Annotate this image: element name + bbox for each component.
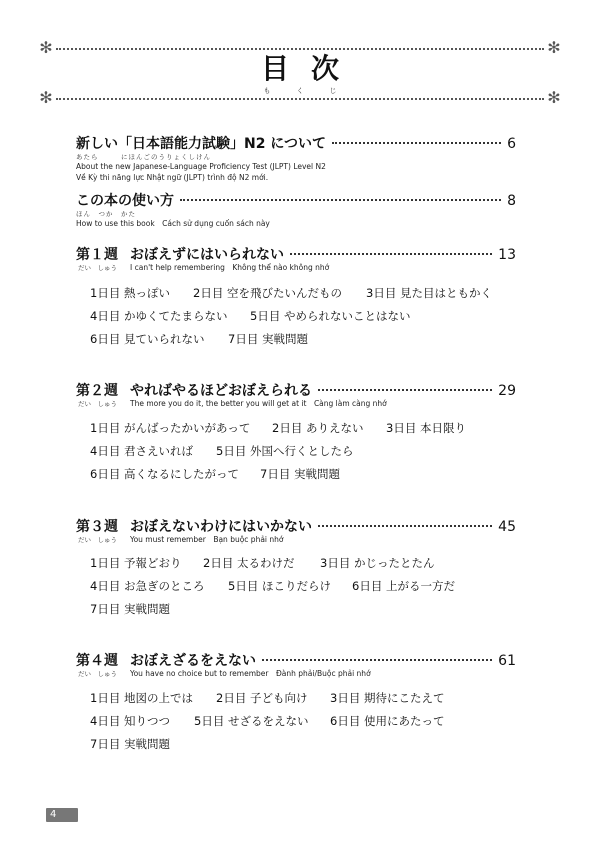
day-item[interactable] xyxy=(90,308,227,324)
day-title: 空を飛びたいんだもの xyxy=(226,286,342,300)
leader-dots xyxy=(180,199,501,201)
week-1-block[interactable] xyxy=(76,244,516,272)
toc-entry-vietnamese: Về Kỳ thi năng lực Nhật ngữ (JLPT) trình độ N2 mới. xyxy=(76,173,269,182)
week-title: おぼえざるをえない xyxy=(130,653,256,669)
toc-entry-ruby: ほん つか かた xyxy=(76,210,136,218)
day-title: 実戦問題 xyxy=(293,467,340,481)
day-title: かゆくてたまらない xyxy=(123,309,228,323)
week-subtitle: You must remember Bạn buộc phải nhớ xyxy=(130,535,284,544)
day-item[interactable] xyxy=(260,466,340,482)
day-label: 2日目 xyxy=(272,421,303,435)
week-label: 第２週 xyxy=(76,383,118,399)
day-label: 6日目 xyxy=(352,579,383,593)
day-item[interactable] xyxy=(228,331,308,347)
toc-entry-page: 8 xyxy=(507,193,516,209)
day-title: 高くなるにしたがって xyxy=(123,467,239,481)
day-label: 1日目 xyxy=(90,421,121,435)
day-label: 5日目 xyxy=(216,444,247,458)
toc-entry-label: 新しい「日本語能力試験」N2 について xyxy=(76,136,327,152)
asterisk-icon: ✻ xyxy=(39,38,53,57)
day-label: 4日目 xyxy=(90,714,121,728)
day-title: 予報どおり xyxy=(123,556,182,570)
asterisk-icon: ✻ xyxy=(39,88,53,107)
day-label: 7日目 xyxy=(260,467,291,481)
day-title: 期待にこたえて xyxy=(363,691,445,705)
week-page: 61 xyxy=(498,653,516,669)
day-label: 3日目 xyxy=(386,421,417,435)
week-ruby: だい しゅう xyxy=(78,264,117,272)
day-item[interactable] xyxy=(90,713,170,729)
day-item[interactable] xyxy=(366,285,492,301)
week-subtitle: I can't help remembering Không thể nào không nhớ xyxy=(130,263,330,272)
day-item[interactable] xyxy=(90,578,204,594)
day-title: 子ども向け xyxy=(249,691,308,705)
day-title: 実戦問題 xyxy=(123,602,170,616)
title-band xyxy=(38,38,562,108)
week-title: やればやるほどおぼえられる xyxy=(130,383,312,399)
day-item[interactable] xyxy=(320,555,434,571)
toc-entry-jlpt[interactable] xyxy=(76,133,516,183)
day-title: かじったとたん xyxy=(353,556,435,570)
day-label: 3日目 xyxy=(330,691,361,705)
leader-dots xyxy=(290,253,492,255)
week-4-block[interactable] xyxy=(76,650,516,678)
day-label: 7日目 xyxy=(90,737,121,751)
leader-dots xyxy=(318,525,492,527)
day-item[interactable] xyxy=(193,285,342,301)
day-item[interactable] xyxy=(90,466,239,482)
day-label: 7日目 xyxy=(228,332,259,346)
day-label: 6日目 xyxy=(90,467,121,481)
day-label: 4日目 xyxy=(90,309,121,323)
day-item[interactable] xyxy=(250,308,410,324)
week-title: おぼえないわけにはいかない xyxy=(130,519,312,535)
day-title: ほこりだらけ xyxy=(261,579,331,593)
day-label: 2日目 xyxy=(216,691,247,705)
day-title: 実戦問題 xyxy=(123,737,170,751)
toc-entry-english: About the new Japanese-Language Proficiency Test (JLPT) Level N2 xyxy=(76,162,326,171)
page-number: 4 xyxy=(46,808,78,822)
week-label: 第１週 xyxy=(76,247,118,263)
toc-entry-ruby: あたら にほんごのうりょくしけん xyxy=(76,153,211,161)
week-page: 29 xyxy=(498,383,516,399)
day-item[interactable] xyxy=(330,690,444,706)
day-label: 3日目 xyxy=(320,556,351,570)
day-label: 1日目 xyxy=(90,286,121,300)
toc-entry-english: How to use this book Cách sử dụng cuốn sách này xyxy=(76,219,270,228)
asterisk-icon: ✻ xyxy=(547,38,561,57)
week-label: 第４週 xyxy=(76,653,118,669)
day-item[interactable] xyxy=(203,555,294,571)
leader-dots xyxy=(262,659,492,661)
day-label: 1日目 xyxy=(90,556,121,570)
week-subtitle: You have no choice but to remember Đành phải/Buộc phải nhớ xyxy=(130,669,371,678)
week-ruby: だい しゅう xyxy=(78,536,117,544)
day-label: 6日目 xyxy=(90,332,121,346)
day-title: 本日限り xyxy=(419,421,466,435)
day-item[interactable] xyxy=(90,420,250,436)
day-item[interactable] xyxy=(386,420,466,436)
day-title: 見た目はともかく xyxy=(399,286,492,300)
day-title: 太るわけだ xyxy=(236,556,295,570)
day-item[interactable] xyxy=(90,690,193,706)
toc-entry-page: 6 xyxy=(507,136,516,152)
day-title: 知りつつ xyxy=(123,714,170,728)
day-item[interactable] xyxy=(90,555,181,571)
day-item[interactable] xyxy=(330,713,444,729)
day-title: 実戦問題 xyxy=(261,332,308,346)
week-ruby: だい しゅう xyxy=(78,400,117,408)
day-label: 3日目 xyxy=(366,286,397,300)
day-item[interactable] xyxy=(194,713,308,729)
day-title: 使用にあたって xyxy=(363,714,445,728)
day-title: 上がる一方だ xyxy=(385,579,455,593)
day-label: 4日目 xyxy=(90,579,121,593)
week-2-block[interactable] xyxy=(76,380,516,408)
week-3-block[interactable] xyxy=(76,516,516,544)
leader-dots xyxy=(332,142,501,144)
week-title: おぼえずにはいられない xyxy=(130,247,284,263)
week-label: 第３週 xyxy=(76,519,118,535)
decorative-rule xyxy=(56,98,544,100)
day-label: 5日目 xyxy=(228,579,259,593)
page-title-ruby: もくじ xyxy=(263,87,363,95)
day-title: お急ぎのところ xyxy=(123,579,205,593)
day-item[interactable] xyxy=(90,285,170,301)
decorative-rule xyxy=(56,48,544,50)
day-item[interactable] xyxy=(228,578,331,594)
week-page: 13 xyxy=(498,247,516,263)
week-ruby: だい しゅう xyxy=(78,670,117,678)
week-subtitle: The more you do it, the better you will get at it Càng làm càng nhớ xyxy=(130,399,387,408)
day-title: 見ていられない xyxy=(123,332,205,346)
day-item[interactable] xyxy=(90,443,193,459)
day-title: 熱っぽい xyxy=(123,286,170,300)
toc-entry-label: この本の使い方 xyxy=(76,193,174,209)
day-label: 6日目 xyxy=(330,714,361,728)
day-label: 1日目 xyxy=(90,691,121,705)
day-title: せざるをえない xyxy=(227,714,309,728)
week-page: 45 xyxy=(498,519,516,535)
day-item[interactable] xyxy=(272,420,363,436)
day-label: 7日目 xyxy=(90,602,121,616)
day-title: ありえない xyxy=(305,421,364,435)
day-label: 4日目 xyxy=(90,444,121,458)
day-label: 2日目 xyxy=(193,286,224,300)
asterisk-icon: ✻ xyxy=(547,88,561,107)
day-item[interactable] xyxy=(352,578,455,594)
day-label: 5日目 xyxy=(194,714,225,728)
day-item[interactable] xyxy=(216,690,307,706)
day-title: 外国へ行くとしたら xyxy=(249,444,354,458)
day-title: やめられないことはない xyxy=(283,309,411,323)
day-item[interactable] xyxy=(216,443,353,459)
toc-entry-howto[interactable] xyxy=(76,190,516,229)
day-title: 君さえいれば xyxy=(123,444,193,458)
day-item[interactable] xyxy=(90,331,204,347)
day-label: 5日目 xyxy=(250,309,281,323)
day-label: 2日目 xyxy=(203,556,234,570)
leader-dots xyxy=(318,389,492,391)
day-item[interactable] xyxy=(90,601,170,617)
day-title: 地図の上では xyxy=(123,691,193,705)
day-item[interactable] xyxy=(90,736,170,752)
day-title: がんばったかいがあって xyxy=(123,421,251,435)
page-title: 目次 xyxy=(260,52,361,85)
